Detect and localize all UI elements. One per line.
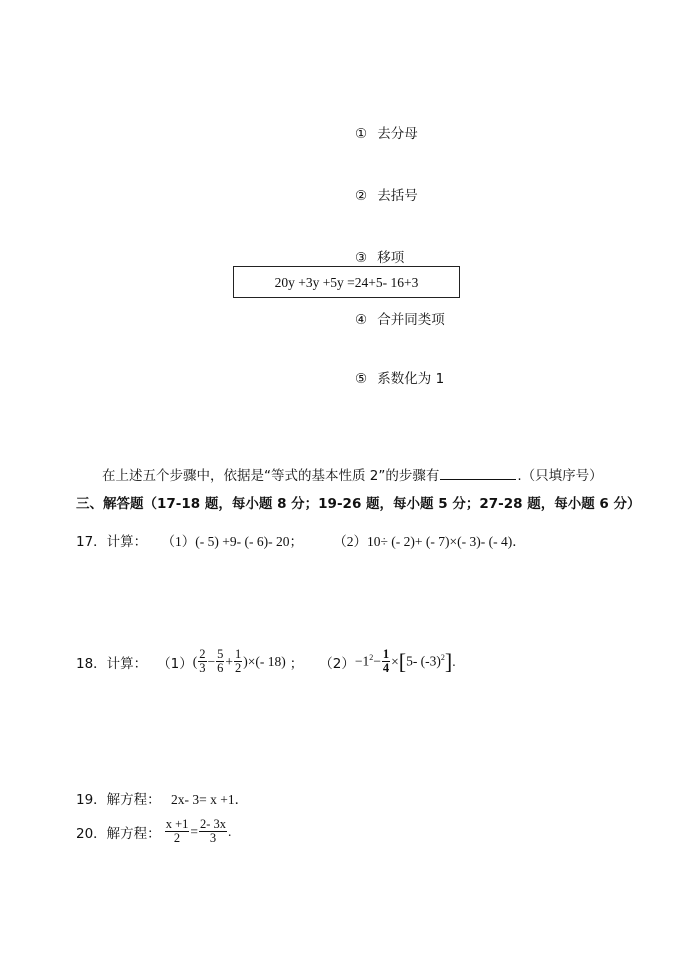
fraction-2-3: $\frac{2}{3}$: [199, 647, 206, 676]
rhs-numerator: 2- 3x: [200, 817, 227, 831]
problem-18-part-2-prefix: （2）: [319, 655, 355, 672]
equation-box: [233, 266, 460, 298]
step-label: 去括号: [377, 188, 418, 204]
step-label: 移项: [377, 250, 405, 266]
bracket-content: 5- $(-3)^2$: [406, 653, 445, 669]
lhs-denominator: 2: [173, 831, 181, 846]
step-label: 去分母: [377, 126, 418, 142]
question-suffix: .（只填序号）: [517, 468, 603, 484]
problem-label: 17．计算：: [76, 534, 148, 550]
question-text: 在上述五个步骤中，依据是“等式的基本性质 2”的步骤有: [102, 468, 440, 484]
box-equation-text: 20y +3y +5y =24+5- 16+3: [274, 275, 419, 290]
plus-sign: +: [225, 653, 234, 669]
problem-18-part-1-suffix: ×(- 18): [247, 653, 286, 669]
neg-one-squared: $-1^2-$: [354, 653, 381, 669]
problem-17-part-2: （2）10÷ (- 2)+ (- 7)×(- 3)- (- 4)．: [333, 534, 526, 549]
paren-close: ): [243, 653, 248, 669]
paren-open: (: [192, 653, 198, 669]
step-marker: ②: [355, 188, 368, 204]
fraction-1-2: $\frac{1}{2}$: [235, 647, 242, 676]
problem-17-part-1: （1）(- 5) +9- (- 6)- 20；: [161, 534, 303, 549]
step-marker: ⑤: [355, 371, 368, 387]
problem-18-part-1-end: ；: [289, 655, 304, 672]
problem-18: [76, 648, 456, 675]
times-sign: ×: [391, 653, 399, 669]
step-4: [355, 308, 445, 328]
step-label: 系数化为 1: [377, 371, 445, 387]
step-3: [355, 246, 404, 266]
problem-18-end: .: [452, 653, 456, 669]
rhs-fraction: [199, 818, 227, 845]
problem-20-end: .: [228, 823, 232, 839]
minus-sign: −: [207, 653, 216, 669]
section-heading-text: 三、解答题（17-18 题，每小题 8 分；19-26 题，每小题 5 分；27-28 题，每小题 6 分）: [76, 496, 641, 512]
step-marker: ③: [355, 250, 368, 266]
problem-17: [76, 530, 526, 550]
problem-label: 20．解方程：: [76, 825, 161, 842]
fill-blank-question: [102, 464, 603, 484]
problem-19-equation: 2x- 3= x +1．: [170, 792, 249, 807]
step-1: [355, 122, 418, 142]
fraction-5-6: $\frac{5}{6}$: [217, 647, 224, 676]
step-marker: ①: [355, 126, 368, 142]
step-2: [355, 184, 418, 204]
bracket-close: ]: [444, 648, 453, 674]
section-heading: [76, 492, 641, 512]
rhs-denominator: 3: [209, 831, 217, 846]
fraction-1-4: $\frac{1}{4}$: [382, 647, 390, 676]
problem-19: [76, 788, 248, 808]
problem-label: 19．解方程：: [76, 792, 161, 808]
bracket-open: [: [398, 648, 407, 674]
step-5: [355, 367, 444, 387]
answer-blank[interactable]: [440, 467, 516, 480]
problem-label: 18．计算：: [76, 655, 148, 672]
step-marker: ④: [355, 312, 368, 328]
problem-20: [76, 818, 231, 845]
lhs-numerator: x +1: [165, 817, 189, 831]
equals-sign: =: [190, 823, 198, 839]
problem-18-part-1-prefix: （1）: [157, 655, 193, 672]
step-label: 合并同类项: [377, 312, 445, 328]
lhs-fraction: [165, 818, 190, 845]
box-equation: [234, 275, 459, 291]
